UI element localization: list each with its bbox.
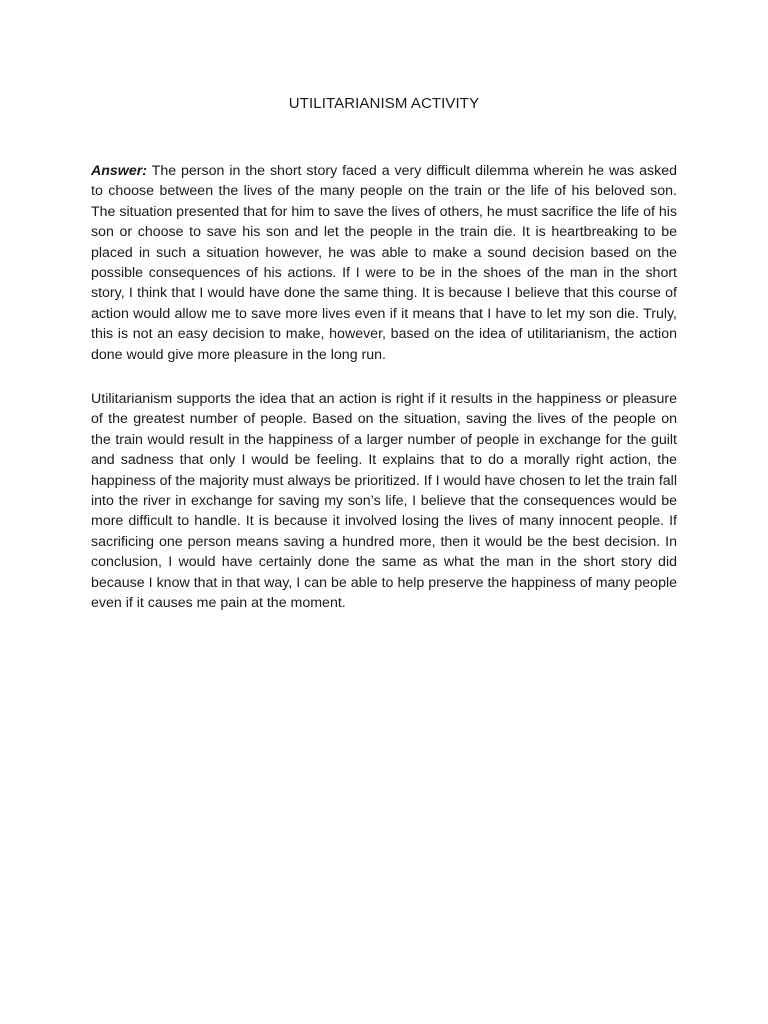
answer-paragraph — [91, 161, 677, 365]
answer-text: The person in the short story faced a very difficult dilemma wherein he was asked to choose between the lives of the many people on the train or the life of his beloved son. The situation presented that for him to save the lives of others, he must sacrifice the life of his son or choose to save his son and let the people in the train die. It is heartbreaking to be placed in such a situation however, he was able to make a sound decision based on the possible consequences of his actions. If I were to be in the shoes of the man in the short story, I think that I would have done the same thing. It is because I believe that this course of action would allow me to save more lives even if it means that I have to let my son die. Truly, this is not an easy decision to make, however, based on the idea of utilitarianism, the action done would give more pleasure in the long run. — [91, 163, 677, 363]
utilitarianism-paragraph: Utilitarianism supports the idea that an action is right if it results in the happiness or pleasure of the greatest number of people. Based on the situation, saving the lives of the people on the train would result in the happiness of a larger number of people in exchange for the guilt and sadness that only I would be feeling. It explains that to do a morally right action, the happiness of the majority must always be prioritized. If I would have chosen to let the train fall into the river in exchange for saving my son’s life, I believe that the consequences would be more difficult to handle. It is because it involved losing the lives of many innocent people. If sacrificing one person means saving a hundred more, then it would be the best decision. In conclusion, I would have certainly done the same as what the man in the short story did because I know that in that way, I can be able to help preserve the happiness of many people even if it causes me pain at the moment. — [91, 391, 677, 612]
document-title: UTILITARIANISM ACTIVITY — [288, 95, 480, 112]
answer-label: Answer: — [91, 163, 147, 179]
